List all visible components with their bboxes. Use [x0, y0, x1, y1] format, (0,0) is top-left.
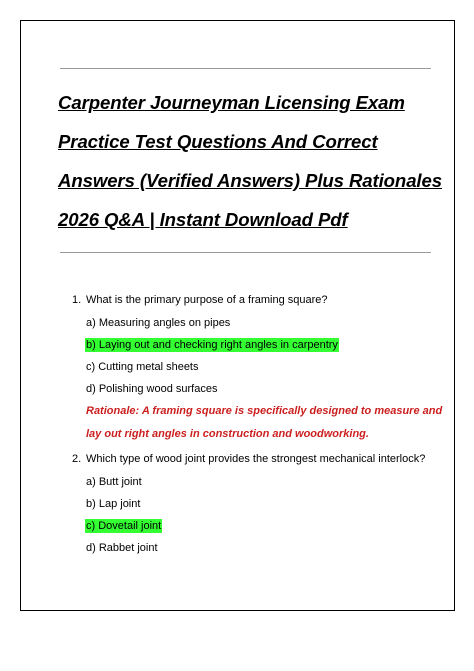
correct-answer-option: b) Laying out and checking right angles in carpentry [86, 339, 338, 351]
answer-option: d) Rabbet joint [86, 542, 158, 554]
answer-option: d) Polishing wood surfaces [86, 383, 218, 395]
question-text: What is the primary purpose of a framing square? [86, 294, 328, 306]
answer-option: a) Butt joint [86, 476, 142, 488]
answer-option: b) Lap joint [86, 498, 141, 510]
title-line: 2026 Q&A | Instant Download Pdf [58, 209, 348, 230]
title-line: Carpenter Journeyman Licensing Exam [58, 92, 405, 113]
rationale-text: Rationale: A framing square is specifically designed to measure and [86, 405, 443, 417]
title-line: Answers (Verified Answers) Plus Rationales [58, 170, 442, 191]
answer-option: c) Cutting metal sheets [86, 361, 199, 373]
question-number: 2. [72, 453, 82, 465]
correct-answer-option: c) Dovetail joint [86, 520, 162, 532]
question-text: Which type of wood joint provides the strongest mechanical interlock? [86, 453, 426, 465]
rationale-text: lay out right angles in construction and woodworking. [86, 428, 369, 440]
answer-option: a) Measuring angles on pipes [86, 317, 231, 329]
question-number: 1. [72, 294, 82, 306]
title-line: Practice Test Questions And Correct [58, 131, 378, 152]
